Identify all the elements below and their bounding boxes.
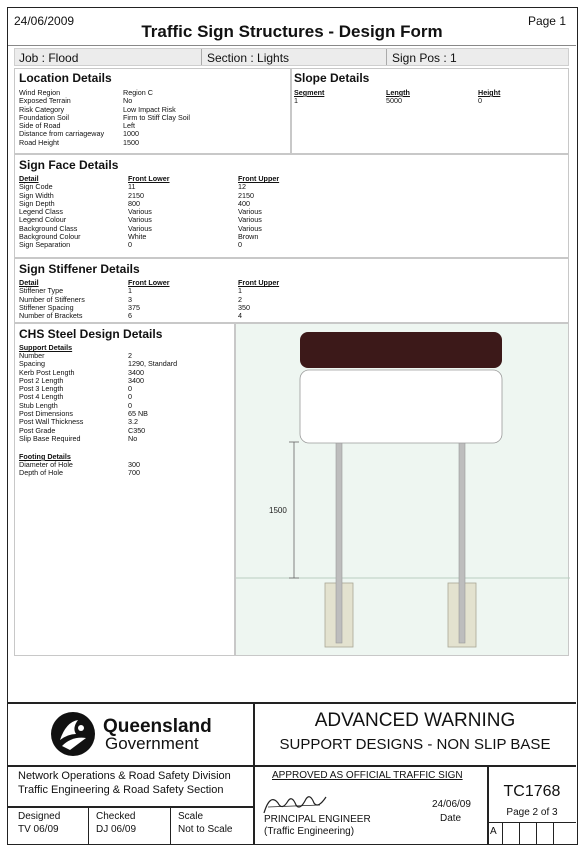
support-row-label: Stub Length	[19, 400, 58, 410]
sign-face-cell: 0	[128, 240, 132, 250]
footing-row-value: 700	[128, 468, 140, 478]
height-dimension-label: 1500	[269, 506, 287, 515]
crest-icon	[48, 710, 98, 758]
support-row-value: C350	[128, 425, 146, 435]
drawing-number: TC1768	[503, 783, 561, 800]
stiffener-cell: 350	[238, 302, 250, 312]
sign-face-details-panel	[14, 154, 569, 258]
support-row-label: Post 4 Length	[19, 392, 64, 402]
location-row-label: Exposed Terrain	[19, 96, 71, 106]
sign-face-cell: Various	[128, 215, 152, 225]
support-row-label: Post Grade	[19, 425, 56, 435]
support-row-label: Kerb Post Length	[19, 367, 75, 377]
sign-face-cell: 400	[238, 198, 250, 208]
footing-details-table	[19, 461, 140, 478]
slope-segment-value: 1	[294, 96, 298, 106]
engineer-signature	[260, 787, 340, 817]
upper-sign-panel	[300, 332, 502, 368]
sign-face-header: Front Lower	[128, 174, 170, 183]
location-row-label: Risk Category	[19, 104, 65, 114]
scale-label: Scale	[178, 811, 204, 822]
slope-details-panel	[291, 68, 569, 154]
form-title: Traffic Sign Structures - Design Form	[141, 22, 443, 41]
sign-face-cell: Sign Separation	[19, 240, 71, 250]
location-row-value: Firm to Stiff Clay Soil	[123, 112, 190, 122]
sign-pos-label: Sign Pos : 1	[392, 51, 457, 65]
footing-row-label: Depth of Hole	[19, 468, 63, 478]
slope-height-value: 0	[478, 96, 482, 106]
division-line1: Network Operations & Road Safety Division	[18, 770, 231, 782]
support-row-value: 3.2	[128, 417, 138, 427]
support-row-label: Post 2 Length	[19, 375, 64, 385]
stiffener-cell: Stiffener Type	[19, 286, 64, 296]
support-row-value: 0	[128, 392, 132, 402]
sign-face-details-title: Sign Face Details	[19, 158, 119, 172]
slope-header-height: Height	[478, 88, 501, 97]
sign-stiffener-details-title: Sign Stiffener Details	[19, 262, 140, 276]
scale-value: Not to Scale	[178, 824, 233, 835]
support-row-value: 1290, Standard	[128, 359, 178, 369]
chs-steel-design-panel	[14, 323, 235, 656]
sign-face-cell: Various	[238, 207, 262, 217]
sign-stiffener-details-table	[19, 279, 279, 320]
location-row-value: Left	[123, 121, 135, 131]
sign-face-cell: Background Class	[19, 223, 78, 233]
form-page-number: Page 1	[527, 14, 566, 28]
location-row-value: 1000	[123, 129, 139, 139]
stiffener-cell: Number of Stiffeners	[19, 294, 85, 304]
section-label: Section : Lights	[207, 51, 290, 65]
stiffener-cell: 375	[128, 302, 140, 312]
sign-structure-drawing	[235, 323, 569, 656]
stiffener-cell: 6	[128, 311, 132, 321]
location-details-title: Location Details	[19, 71, 112, 85]
support-row-label: Spacing	[19, 359, 45, 369]
sign-face-cell: 2150	[238, 190, 254, 200]
slope-header-length: Length	[386, 88, 410, 97]
sign-face-cell: Various	[238, 223, 262, 233]
sign-face-cell: Sign Code	[19, 182, 53, 192]
job-label: Job : Flood	[19, 51, 79, 65]
designed-label: Designed	[18, 811, 61, 822]
footing-row-value: 300	[128, 460, 140, 469]
support-row-value: No	[128, 433, 138, 443]
lower-sign-panel	[300, 370, 502, 443]
location-row-label: Road Height	[19, 137, 59, 147]
org-name: Queensland	[103, 716, 212, 737]
approved-date: 24/06/09	[432, 799, 471, 810]
support-row-value: 0	[128, 400, 132, 410]
support-row-value: 2	[128, 351, 132, 360]
stiffener-header: Front Upper	[238, 278, 280, 287]
slope-length-value: 5000	[386, 96, 402, 106]
stiffener-cell: 1	[238, 286, 242, 296]
sign-face-header: Detail	[19, 174, 39, 183]
sign-face-cell: Sign Depth	[19, 198, 55, 208]
location-row-label: Foundation Soil	[19, 112, 69, 122]
right-post	[459, 442, 465, 643]
job-info-bar	[14, 48, 569, 66]
stiffener-cell: 1	[128, 286, 132, 296]
sign-title-line1: ADVANCED WARNING	[314, 710, 516, 731]
revision-letter: A	[490, 826, 497, 837]
checked-value: DJ 06/09	[96, 824, 137, 835]
sign-face-cell: Legend Colour	[19, 215, 67, 225]
sign-face-cell: 12	[238, 182, 246, 192]
sign-face-cell: 11	[128, 182, 136, 192]
queensland-crest-logo	[48, 710, 98, 758]
footing-details-heading: Footing Details	[19, 452, 71, 461]
sign-face-cell: Background Colour	[19, 232, 81, 242]
sign-face-cell: Brown	[238, 232, 259, 242]
location-row-label: Distance from carriageway	[19, 129, 105, 139]
approved-heading: APPROVED AS OFFICIAL TRAFFIC SIGN	[272, 770, 463, 781]
slope-header-segment: Segment	[294, 88, 325, 97]
left-post	[336, 442, 342, 643]
location-row-label: Side of Road	[19, 121, 61, 131]
division-line2: Traffic Engineering & Road Safety Section	[18, 784, 224, 796]
sign-face-cell: Various	[128, 223, 152, 233]
support-row-value: 65 NB	[128, 409, 148, 419]
signature-icon	[260, 787, 340, 817]
chs-steel-design-title: CHS Steel Design Details	[19, 327, 163, 341]
stiffener-header: Detail	[19, 278, 39, 287]
form-date: 24/06/2009	[14, 14, 75, 28]
support-row-value: 0	[128, 384, 132, 394]
support-row-value: 3400	[128, 375, 144, 385]
checked-label: Checked	[96, 811, 136, 822]
slope-details-table	[294, 89, 500, 106]
location-row-value: No	[123, 96, 133, 106]
support-details-table	[19, 352, 177, 443]
footing-row-label: Diameter of Hole	[19, 460, 73, 469]
sign-structure-svg	[236, 324, 570, 657]
sign-face-cell: Legend Class	[19, 207, 63, 217]
engineer-subtitle: (Traffic Engineering)	[264, 826, 355, 837]
location-row-label: Wind Region	[19, 88, 61, 97]
stiffener-cell: 4	[238, 311, 242, 321]
support-row-label: Post Wall Thickness	[19, 417, 84, 427]
form-header	[8, 8, 576, 46]
sign-face-cell: Various	[128, 207, 152, 217]
sign-face-cell: White	[128, 232, 147, 242]
stiffener-header: Front Lower	[128, 278, 170, 287]
location-details-panel	[14, 68, 291, 154]
stiffener-cell: Number of Brackets	[19, 311, 83, 321]
support-details-heading: Support Details	[19, 343, 73, 352]
support-row-label: Number	[19, 351, 45, 360]
sign-face-cell: 0	[238, 240, 242, 250]
location-row-value: 1500	[123, 137, 139, 147]
org-government: Government	[105, 734, 199, 753]
sign-face-cell: Sign Width	[19, 190, 54, 200]
engineer-title: PRINCIPAL ENGINEER	[264, 814, 371, 825]
stiffener-cell: Stiffener Spacing	[19, 302, 74, 312]
designed-value: TV 06/09	[18, 824, 59, 835]
sign-face-cell: Various	[238, 215, 262, 225]
stiffener-cell: 2	[238, 294, 242, 304]
design-form-sheet	[7, 7, 578, 845]
location-details-table	[19, 89, 190, 147]
location-row-value: Region C	[123, 88, 153, 97]
sheet-page-count: Page 2 of 3	[506, 807, 558, 818]
sign-face-cell: 800	[128, 198, 140, 208]
sign-face-cell: 2150	[128, 190, 144, 200]
location-row-value: Low Impact Risk	[123, 104, 176, 114]
support-row-label: Post Dimensions	[19, 409, 73, 419]
stiffener-cell: 3	[128, 294, 132, 304]
sign-stiffener-details-panel	[14, 258, 569, 323]
support-row-value: 3400	[128, 367, 144, 377]
sign-face-details-table	[19, 175, 279, 250]
date-label: Date	[440, 813, 462, 824]
slope-details-title: Slope Details	[294, 71, 370, 85]
support-row-label: Post 3 Length	[19, 384, 64, 394]
sign-title-line2: SUPPORT DESIGNS - NON SLIP BASE	[279, 736, 551, 753]
sign-face-header: Front Upper	[238, 174, 280, 183]
support-row-label: Slip Base Required	[19, 433, 81, 443]
